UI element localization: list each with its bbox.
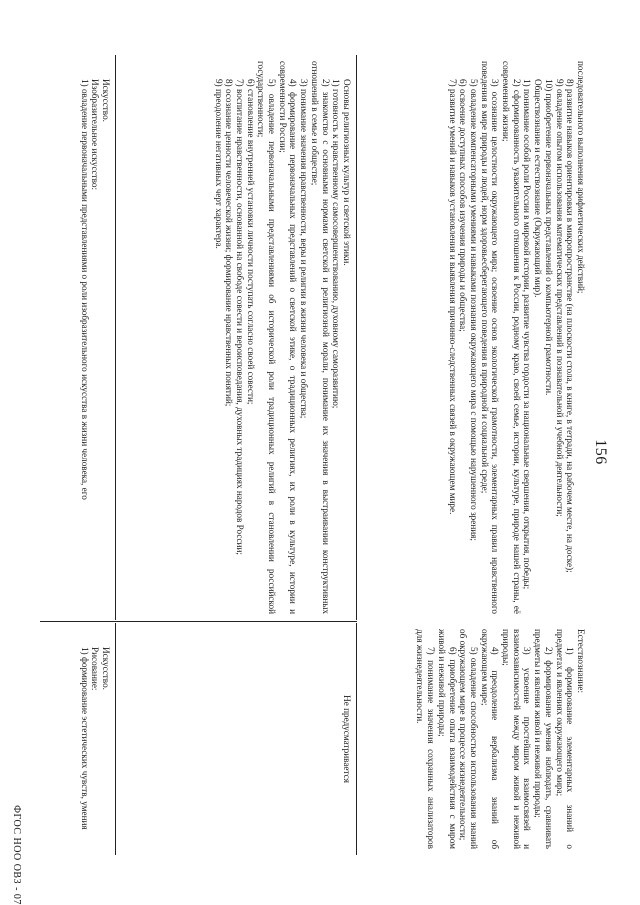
page-number: 156 — [592, 439, 609, 465]
text-line: 5) овладение способностью использования знаний об окружающем мире в процессе жизнедеятельности; — [458, 629, 479, 849]
footer-code: ФГОС НОО ОВЗ - 07 — [11, 805, 22, 905]
cell-art-right — [40, 623, 116, 855]
cell-religion-ethics-right — [119, 623, 357, 855]
text-line: 1) формирование эстетических чувств, умения — [79, 647, 90, 830]
section-heading: Искусство. — [101, 79, 111, 122]
column-divider — [40, 621, 357, 622]
cell-natural-science-right — [360, 623, 590, 855]
text-line: 9) овладение опытом использования математических представлений в познавательной и учебной деятельности; — [554, 79, 565, 517]
text-line: 5) овладение первоначальными представлениями об исторической роли традиционных религий в становлении российской государственности; — [256, 61, 278, 614]
text-line: последовательного выполнения арифметических действий; — [576, 61, 586, 294]
section-heading: Искусство. — [101, 647, 111, 690]
text-line: 1) готовность к нравственному самосовершенствованию, духовному саморазвитию; — [331, 79, 342, 409]
standards-table — [40, 55, 590, 855]
text-line: 2) знакомство с основными нормами светской и религиозной морали, понимание их значения в выстраивании конструктивных отношений в семье и обществе; — [309, 61, 331, 614]
text-line: 3) усвоение простейших взаимосвязей и взаимозависимостей между миром живой и неживой природы; — [501, 629, 533, 849]
section-heading: Естествознание: — [576, 629, 586, 694]
text-line: 1) овладение первоначальными представлениями о роли изобразительного искусства в жизни человека, его — [79, 79, 90, 500]
section-heading: Основы религиозных культур и светской этики. — [342, 79, 352, 266]
subsection-heading: Рисование: — [90, 647, 101, 691]
text-line: 5) овладение компенсаторными умениями и навыками познания окружающего мира с помощью нарушенного зрения; — [468, 79, 479, 541]
section-heading: Обществознание и естествознание (Окружающий мир). — [533, 79, 544, 298]
text-line: 8) развитие навыков ориентировки в микропространстве (на плоскости стола, в книге, в тетради, на рабочем месте, на доске); — [565, 79, 576, 573]
text-line: 4) преодоление вербализма знаний об окружающем мире; — [479, 629, 501, 849]
text-line: 7) понимание значения сохранных анализаторов для жизнедеятельности. — [415, 629, 437, 849]
text-line: 7) воспитание нравственности, основанной на свободе совести и вероисповедания, духовных традициях народов России; — [234, 79, 245, 555]
not-provided-note: Не предусматривается — [342, 695, 352, 783]
text-line: 3) понимание значения нравственности, веры и религии в жизни человека и общества; — [299, 79, 310, 419]
text-line: 8) осознание ценности человеческой жизни; формирование нравственных понятий; — [224, 79, 235, 407]
text-line: 2) формирование умения наблюдать, сравнивать предметы и явления живой и неживой природы; — [533, 629, 554, 849]
cell-religion-ethics-left — [119, 55, 357, 620]
text-line: 4) формирование первоначальных представлений о светской этике, о традиционных религиях, их роли в культуре, истории и современности России; — [277, 61, 299, 614]
rotated-table-frame — [40, 55, 590, 855]
text-line: 6) освоение доступных способов изучения природы и общества; — [458, 79, 469, 332]
text-line: 3) осознание целостности окружающего мира; освоение основ экологической грамотности, элементарных правил нравственного поведения в мире природы и людей, норм здоровьесберегающего поведения в природной и социальной среде; — [479, 61, 501, 614]
text-line: 6) становление внутренней установки личности поступать согласно своей совести; — [245, 79, 256, 405]
text-line: 6) приобретение опыта взаимодействия с миром живой и неживой природы; — [436, 629, 458, 849]
text-line: 1) формирование элементарных знаний о предметах и явлениях окружающего мира; — [554, 629, 576, 849]
text-line: 1) понимание особой роли России в мировой истории, развитие чувства гордости за национальные свершения, открытия, победы; — [522, 79, 533, 590]
text-line: 9) преодоление негативных черт характера. — [213, 79, 224, 249]
cell-math-and-world-left — [360, 55, 590, 620]
subsection-heading: Изобразительное искусство: — [90, 79, 101, 191]
text-line: 10) приобретение первоначальных представлений о компьютерной грамотности. — [543, 79, 554, 396]
text-line: 7) развитие умений и навыков установления и выявления причинно-следственных связей в окружающем мире. — [447, 79, 458, 515]
text-line: 2) сформированность уважительного отношения к России, родному краю, своей семье, истории, культуре, природе нашей страны, её современной жизни; — [501, 61, 522, 614]
cell-art-left — [40, 55, 116, 620]
